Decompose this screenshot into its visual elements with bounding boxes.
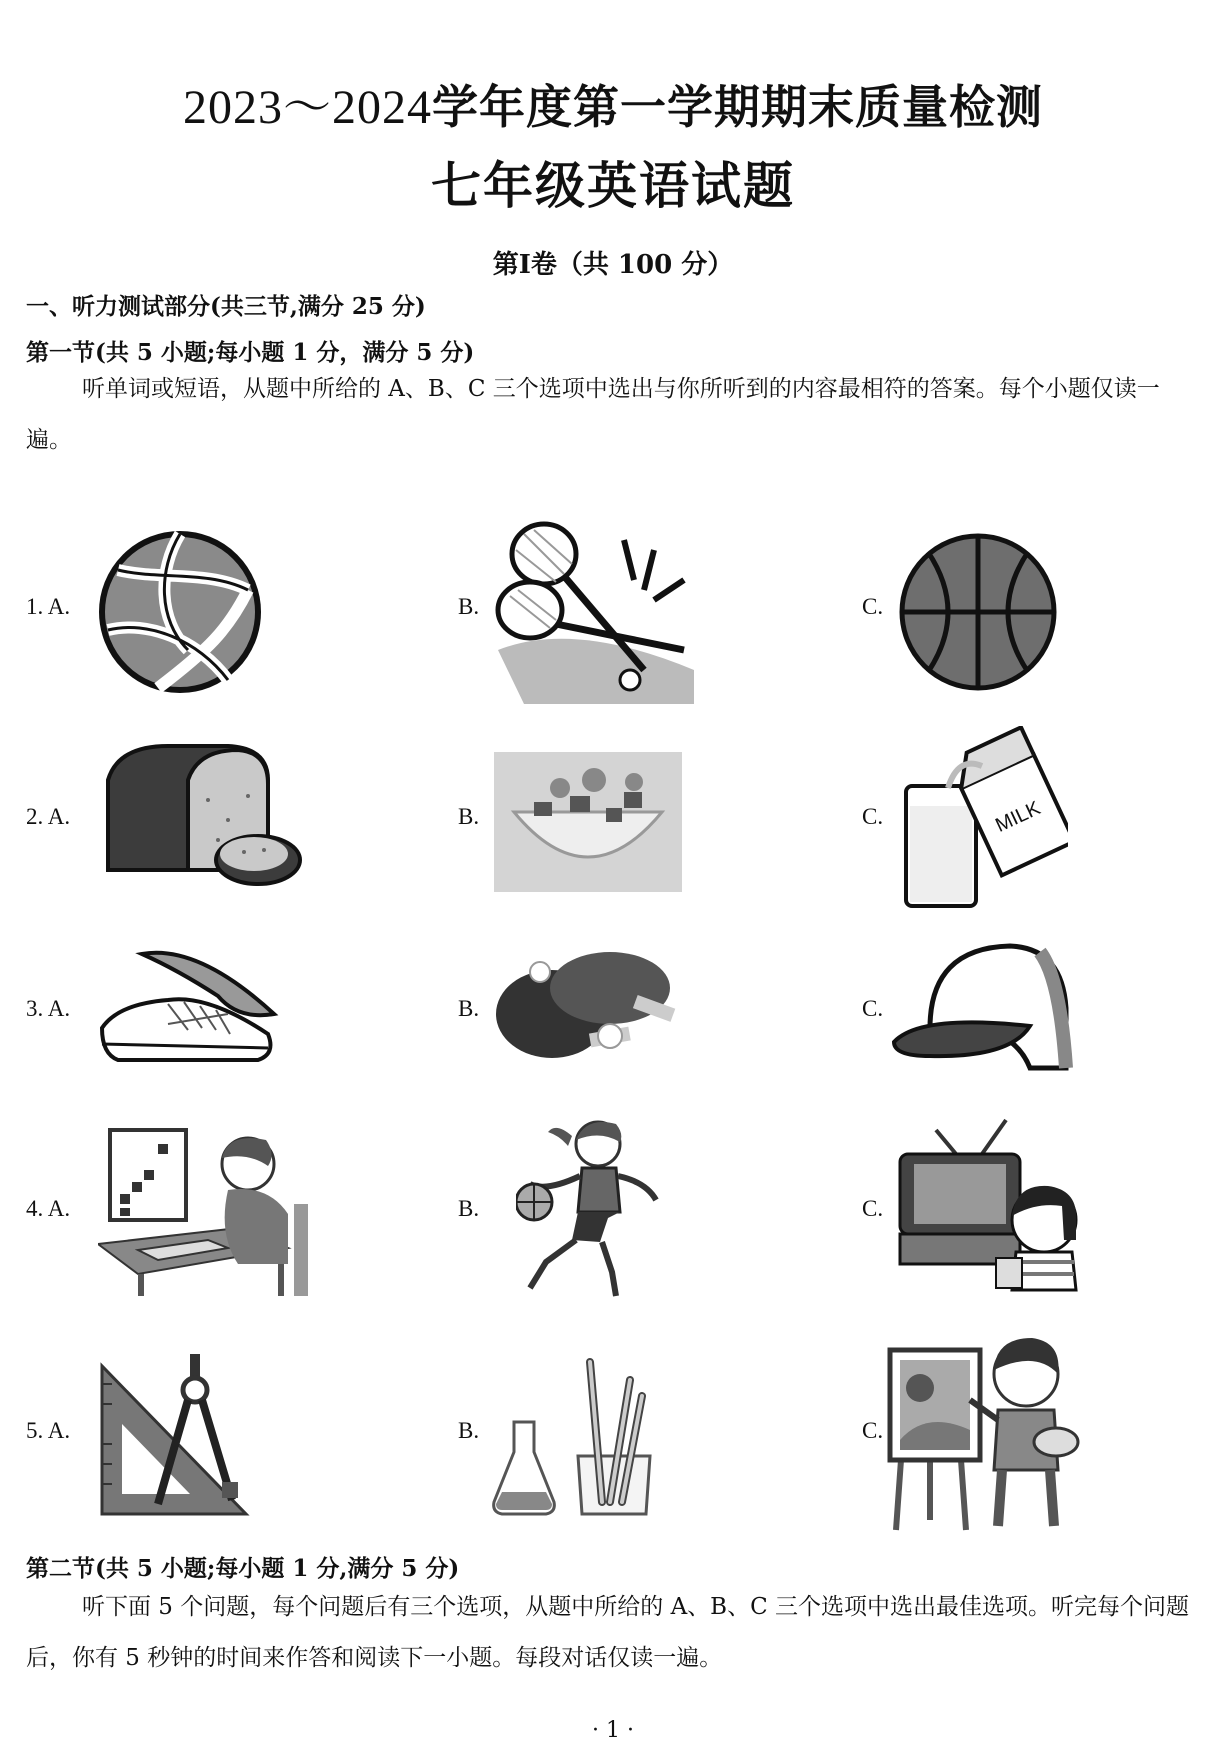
baseball-cap-icon [890, 938, 1074, 1074]
volleyball-icon [98, 530, 262, 694]
q1-option-b-label: B. [458, 594, 480, 619]
q4-option-c-label: C. [862, 1196, 884, 1221]
page-number: · 1 · [592, 1718, 634, 1743]
exam-subtitle: 七年级英语试题 [431, 156, 795, 215]
exam-title [0, 68, 1226, 137]
badminton-rackets-icon [494, 520, 700, 704]
part1-heading: 一、听力测试部分(共三节,满分 25 分) [26, 293, 426, 320]
q2-option-c-label: C. [862, 804, 884, 829]
q2-option-a-label: 2. A. [26, 804, 71, 829]
q4-option-b-label: B. [458, 1196, 480, 1221]
q1-option-c-label: C. [862, 594, 884, 619]
sneaker-icon [98, 944, 284, 1074]
basketball-icon [898, 532, 1058, 692]
section1-instruction: 听单词或短语，从题中所给的 A、B、C 三个选项中选出与你所听到的内容最相符的答案。每个小题仅读一遍。 [26, 376, 1160, 453]
milk-icon [898, 726, 1068, 910]
q5-option-c-label: C. [862, 1418, 884, 1443]
volume-heading: 第Ⅰ卷（共 100 分） [492, 250, 734, 280]
q2-option-b-label: B. [458, 804, 480, 829]
flask-test-tubes-icon [490, 1352, 660, 1522]
girl-watching-tv-icon [896, 1110, 1082, 1300]
section2-instruction: 听下面 5 个问题，每个问题后有三个选项，从题中所给的 A、B、C 三个选项中选出最佳选项。听完每个问题后，你有 5 秒钟的时间来作答和阅读下一小题。每段对话仅读一遍。 [26, 1594, 1189, 1671]
milk-carton-label: MILK [992, 797, 1044, 837]
bread-icon [98, 740, 304, 894]
q3-option-a-label: 3. A. [26, 996, 71, 1021]
q1-option-a-label: 1. A. [26, 594, 71, 619]
ruler-compass-icon [98, 1354, 250, 1518]
exam-title-year: 2023～2024 [182, 81, 432, 134]
girl-playing-basketball-icon [516, 1112, 672, 1308]
q5-option-a-label: 5. A. [26, 1418, 71, 1443]
q5-option-b-label: B. [458, 1418, 480, 1443]
section1-heading: 第一节(共 5 小题;每小题 1 分，满分 5 分) [26, 339, 475, 366]
exam-title-rest: 学年度第一学期期末质量检测 [432, 80, 1043, 134]
q3-option-b-label: B. [458, 996, 480, 1021]
q3-option-c-label: C. [862, 996, 884, 1021]
boy-painting-icon [886, 1330, 1082, 1540]
fruit-salad-photo [494, 752, 682, 892]
boy-at-computer-icon [98, 1124, 314, 1296]
ping-pong-paddles-icon [490, 950, 676, 1062]
section2-heading: 第二节(共 5 小题;每小题 1 分,满分 5 分) [26, 1555, 460, 1582]
q4-option-a-label: 4. A. [26, 1196, 71, 1221]
